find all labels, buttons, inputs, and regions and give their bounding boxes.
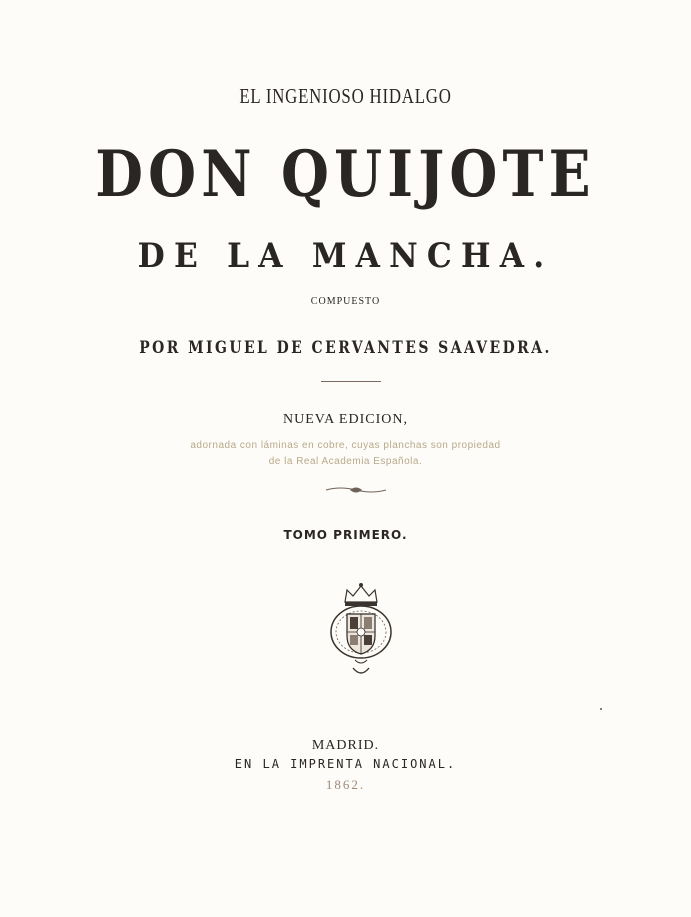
composed-by-label: COMPUESTO (310, 296, 381, 307)
royal-coat-of-arms-icon (327, 580, 395, 682)
edition-note-line-2: de la Real Academia Española. (268, 456, 423, 467)
imprint-printer: EN LA IMPRENTA NACIONAL. (234, 757, 457, 771)
imprint-city: MADRID. (311, 738, 380, 753)
volume-label: TOMO PRIMERO. (283, 528, 408, 542)
edition-label: NUEVA EDICION, (283, 412, 408, 427)
book-subtitle: EL INGENIOSO HIDALGO (239, 84, 452, 108)
book-title-line-2: DE LA MANCHA. (137, 236, 554, 276)
ornamental-rule-icon (324, 484, 388, 496)
author-line: POR MIGUEL DE CERVANTES SAAVEDRA. (139, 338, 552, 358)
paper-speck (600, 708, 602, 710)
book-title: DON QUIJOTE (95, 137, 596, 212)
edition-note-line-1: adornada con láminas en cobre, cuyas planchas son propiedad (190, 440, 501, 451)
imprint-year: 1862. (325, 777, 366, 792)
divider-rule (321, 381, 381, 382)
